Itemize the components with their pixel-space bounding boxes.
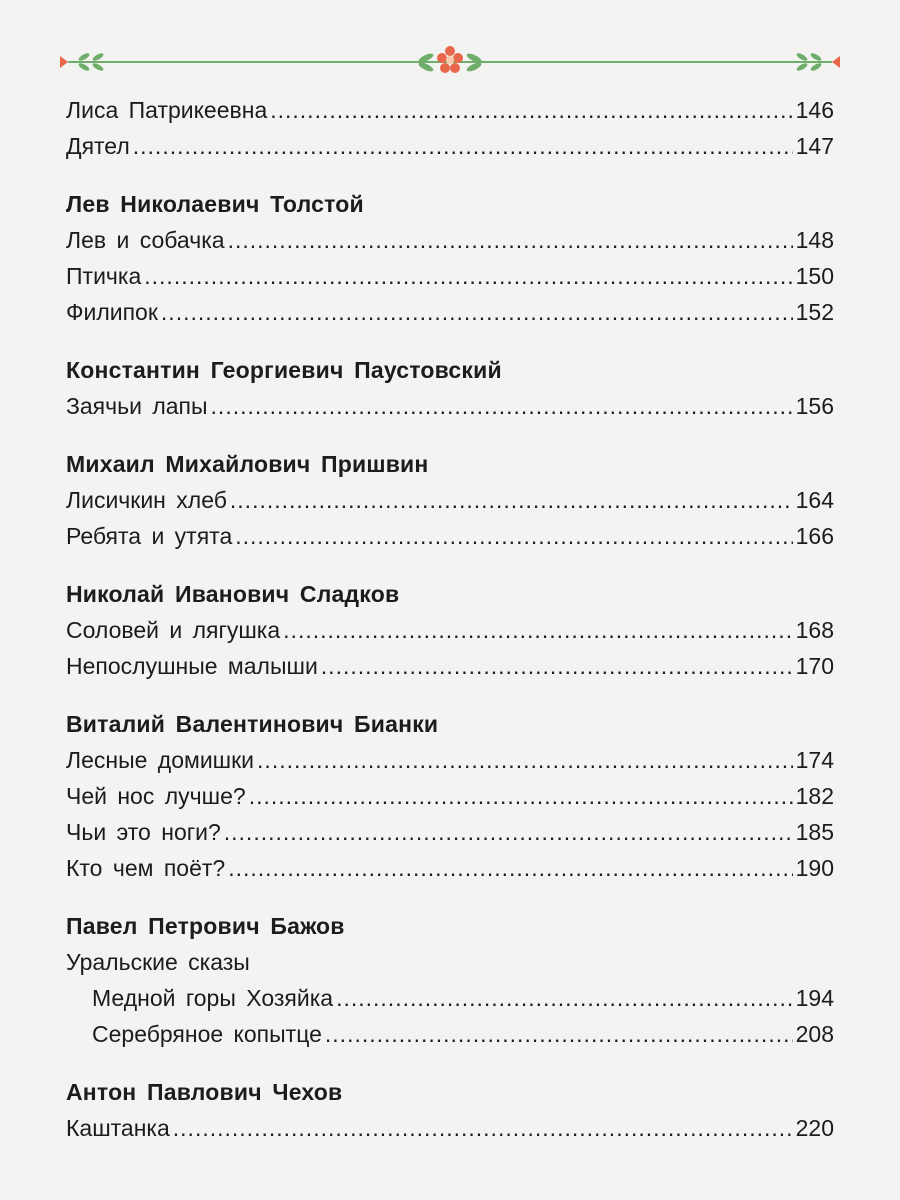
toc-entry — [66, 222, 834, 258]
dot-leader — [321, 648, 793, 684]
entry-title: Соловей и лягушка — [66, 617, 281, 643]
author-heading: Лев Николаевич Толстой — [66, 191, 364, 217]
toc-entry — [66, 648, 834, 684]
entry-title: Чей нос лучше? — [66, 783, 246, 809]
toc-entry — [66, 388, 834, 424]
author-heading: Михаил Михайлович Пришвин — [66, 451, 429, 477]
toc-section — [66, 576, 834, 684]
entry-title: Лисичкин хлеб — [66, 487, 227, 513]
author-heading: Павел Петрович Бажов — [66, 913, 345, 939]
entry-page-number: 208 — [795, 1021, 834, 1047]
flower-icon — [60, 56, 68, 68]
entry-title: Непослушные малыши — [66, 653, 318, 679]
toc-entry — [66, 518, 834, 554]
author-heading: Николай Иванович Сладков — [66, 581, 400, 607]
dot-leader — [283, 612, 792, 648]
entry-title: Медной горы Хозяйка — [92, 985, 334, 1011]
entry-title: Серебряное копытце — [92, 1021, 322, 1047]
author-heading: Антон Павлович Чехов — [66, 1079, 343, 1105]
entry-title: Филипок — [66, 299, 158, 325]
entry-page-number: 168 — [795, 617, 834, 643]
entry-page-number: 156 — [795, 393, 834, 419]
toc-section — [66, 186, 834, 330]
toc-entry — [66, 814, 834, 850]
toc-entry — [66, 778, 834, 814]
toc-entry — [66, 482, 834, 518]
entry-page-number: 185 — [795, 819, 834, 845]
entry-title: Каштанка — [66, 1115, 170, 1141]
toc-entry — [66, 612, 834, 648]
dot-leader — [224, 814, 793, 850]
toc-section — [66, 446, 834, 554]
entry-page-number: 166 — [795, 523, 834, 549]
toc-section — [66, 1074, 834, 1146]
entry-title: Дятел — [66, 133, 130, 159]
toc-section — [66, 352, 834, 424]
entry-page-number: 146 — [795, 97, 834, 123]
entry-title: Лиса Патрикеевна — [66, 97, 268, 123]
dot-leader — [228, 222, 793, 258]
toc-entry — [66, 258, 834, 294]
entry-page-number: 190 — [795, 855, 834, 881]
toc-entry — [66, 1110, 834, 1146]
dot-leader — [173, 1110, 793, 1146]
dot-leader — [325, 1016, 793, 1052]
entry-title: Ребята и утята — [66, 523, 233, 549]
table-of-contents — [66, 92, 834, 1168]
toc-entry — [66, 742, 834, 778]
entry-page-number: 164 — [795, 487, 834, 513]
toc-entry — [66, 980, 834, 1016]
toc-entry — [66, 92, 834, 128]
entry-title: Кто чем поёт? — [66, 855, 226, 881]
toc-section — [66, 706, 834, 886]
center-flower-icon — [437, 46, 463, 73]
dot-leader — [230, 482, 793, 518]
entry-page-number: 148 — [795, 227, 834, 253]
entry-page-number: 220 — [795, 1115, 834, 1141]
entry-title: Лесные домишки — [66, 747, 255, 773]
dot-leader — [235, 518, 792, 554]
author-heading: Виталий Валентинович Бианки — [66, 711, 439, 737]
toc-entry — [66, 1016, 834, 1052]
decorative-vine-ornament — [58, 40, 842, 80]
entry-page-number: 194 — [795, 985, 834, 1011]
toc-section — [66, 92, 834, 164]
collection-heading: Уральские сказы — [66, 949, 250, 975]
dot-leader — [228, 850, 792, 886]
dot-leader — [211, 388, 793, 424]
entry-page-number: 174 — [795, 747, 834, 773]
entry-page-number: 152 — [795, 299, 834, 325]
entry-page-number: 150 — [795, 263, 834, 289]
toc-entry — [66, 294, 834, 330]
dot-leader — [133, 128, 793, 164]
dot-leader — [336, 980, 793, 1016]
toc-section — [66, 908, 834, 1052]
dot-leader — [249, 778, 793, 814]
dot-leader — [270, 92, 792, 128]
entry-title: Чьи это ноги? — [66, 819, 221, 845]
entry-title: Заячьи лапы — [66, 393, 208, 419]
toc-entry — [66, 850, 834, 886]
dot-leader — [257, 742, 793, 778]
toc-entry — [66, 128, 834, 164]
dot-leader — [144, 258, 792, 294]
entry-page-number: 182 — [795, 783, 834, 809]
dot-leader — [161, 294, 793, 330]
author-heading: Константин Георгиевич Паустовский — [66, 357, 502, 383]
entry-title: Лев и собачка — [66, 227, 225, 253]
entry-page-number: 170 — [795, 653, 834, 679]
entry-title: Птичка — [66, 263, 142, 289]
entry-page-number: 147 — [795, 133, 834, 159]
